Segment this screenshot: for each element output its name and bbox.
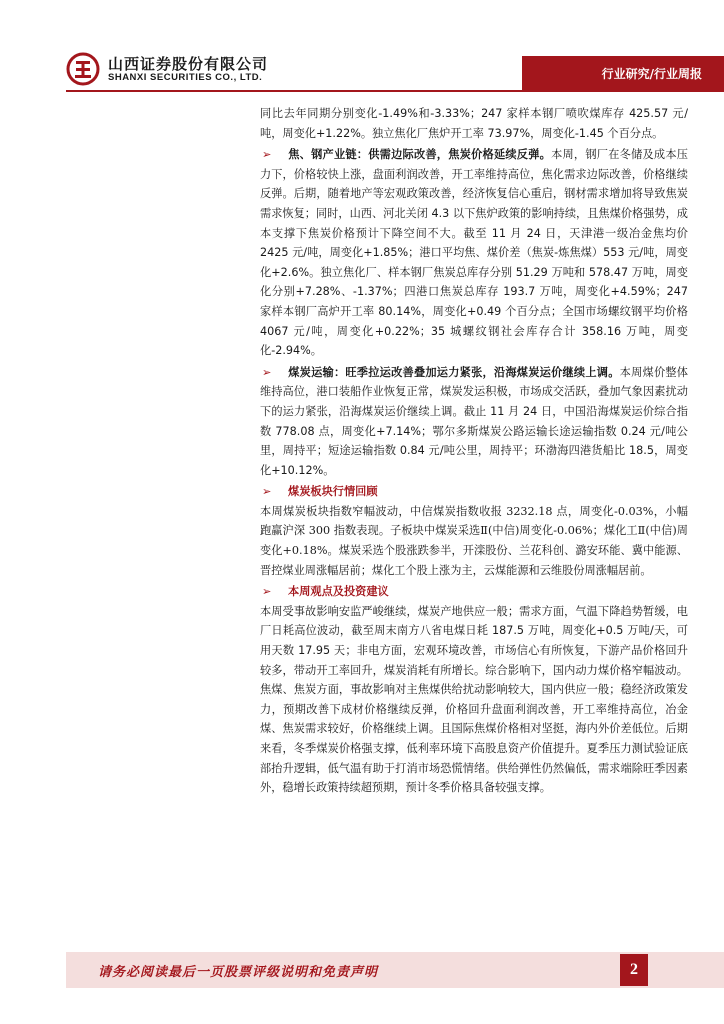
header-divider <box>66 90 724 92</box>
report-category-bar <box>522 56 724 90</box>
review-body: 本周煤炭板块指数窄幅波动，中信煤炭指数收报 3232.18 点，周变化-0.03%，小幅跑赢沪深 300 指数表现。子板块中煤炭采选Ⅱ(中信)周变化-0.06%；煤化工Ⅱ(中信)周变化+0.18%。煤炭采选个股涨跌参半，开滦股份、兰花科创、潞安环能、冀中能源、晋控煤业周涨幅居前；煤化工个股上涨为主，云煤能源和云维股份周涨幅居前。 <box>260 504 688 577</box>
review-section-title <box>260 482 688 502</box>
report-body <box>260 104 688 798</box>
bullet-arrow-icon: ➢ <box>262 365 272 379</box>
transport-body: 本周煤价整体维持高位，港口装船作业恢复正常，煤炭发运积极，市场成交活跃，叠加气象因素扰动下的运力紧张，沿海煤炭运价继续上调。截止 11 月 24 日，中国沿海煤炭运价综合指数 778.08 点，周变化+7.14%；鄂尔多斯煤炭公路运输长途运输指数 0.24 元/吨公里，周持平；短途运输指数 0.84 元/吨公里，周持平；环渤海四港货船比 18.5，周变化+10.12%。 <box>260 365 688 477</box>
transport-heading: 煤炭运输：旺季拉运改善叠加运力紧张，沿海煤炭运价继续上调。 <box>288 365 620 379</box>
company-name-cn: 山西证券股份有限公司 <box>108 55 269 73</box>
bullet-arrow-icon: ➢ <box>262 585 272 599</box>
outlook-body: 本周受事故影响安监严峻继续，煤炭产地供应一般；需求方面，气温下降趋势暂缓，电厂日耗高位波动，截至周末南方八省电煤日耗 187.5 万吨，周变化+0.5 万吨/天，可用天数 17.95 天；非电方面，宏观环境改善，市场信心有所恢复，下游产品价格回升较多，带动开工率回升，煤炭消耗有所增长。综合影响下，国内动力煤价格窄幅波动。焦煤、焦炭方面，事故影响对主焦煤供给扰动影响较大，国内供应一般；稳经济政策发力，预期改善下成材价格继续反弹，价格回升盘面利润改善，开工率维持高位，冶金煤、焦炭需求较好，价格继续上调。且国际焦煤价格相对坚挺，海内外价差低位。后期来看，冬季煤炭价格强支撑，低利率环境下高股息资产价值提升。夏季压力测试验证底部抬升逻辑，低气温有助于打消市场恐慌情绪。供给弹性仍然偏低，需求端除旺季因素外，稳增长政策持续超预期，预计冬季价格具备较强支撑。 <box>260 604 688 795</box>
intro-paragraph: 同比去年同期分别变化-1.49%和-3.33%；247 家样本钢厂喷吹煤库存 425.57 元/吨，周变化+1.22%。独立焦化厂焦炉开工率 73.97%，周变化-1.45 个百分点。 <box>260 107 688 140</box>
outlook-section-title <box>260 582 688 602</box>
transport-section <box>260 363 688 481</box>
review-heading: 煤炭板块行情回顾 <box>288 485 378 499</box>
report-category: 行业研究/行业周报 <box>601 67 702 81</box>
coke-steel-body: 本周，钢厂在冬储及成本压力下，价格较快上涨，盘面利润改善，开工率维持高位，焦化需求边际改善，价格继续反弹。后期，随着地产等宏观政策改善，经济恢复信心重启，钢材需求增加将导致焦炭需求恢复；同时，山西、河北关闭 4.3 以下焦炉政策的影响持续，且焦煤价格强势，成本支撑下焦炭价格预计下降空间不大。截至 11 月 24 日，天津港一级冶金焦均价 2425 元/吨，周变化+1.85%；港口平均焦、煤价差（焦炭-炼焦煤）553 元/吨，周变化+2.6%。独立焦化厂、样本钢厂焦炭总库存分别 51.29 万吨和 578.47 万吨，周变化分别+7.28%、-1.37%；四港口焦炭总库存 193.7 万吨，周变化+4.59%；247 家样本钢厂高炉开工率 80.14%，周变化+0.49 个百分点；全国市场螺纹钢平均价格 4067 元/吨，周变化+0.22%；35 城螺纹钢社会库存合计 358.16 万吨，周变化-2.94%。 <box>260 148 688 358</box>
company-name-en: SHANXI SECURITIES CO., LTD. <box>108 72 263 83</box>
page-number: 2 <box>620 954 648 986</box>
coke-steel-heading: 焦、钢产业链：供需边际改善，焦炭价格延续反弹。 <box>288 148 552 162</box>
coke-steel-section <box>260 145 688 361</box>
bullet-arrow-icon: ➢ <box>262 485 272 499</box>
outlook-heading: 本周观点及投资建议 <box>288 585 389 599</box>
footer-disclaimer: 请务必阅读最后一页股票评级说明和免责声明 <box>98 965 379 980</box>
company-logo-icon <box>66 52 100 86</box>
page-header <box>0 0 724 96</box>
bullet-arrow-icon: ➢ <box>262 148 272 162</box>
